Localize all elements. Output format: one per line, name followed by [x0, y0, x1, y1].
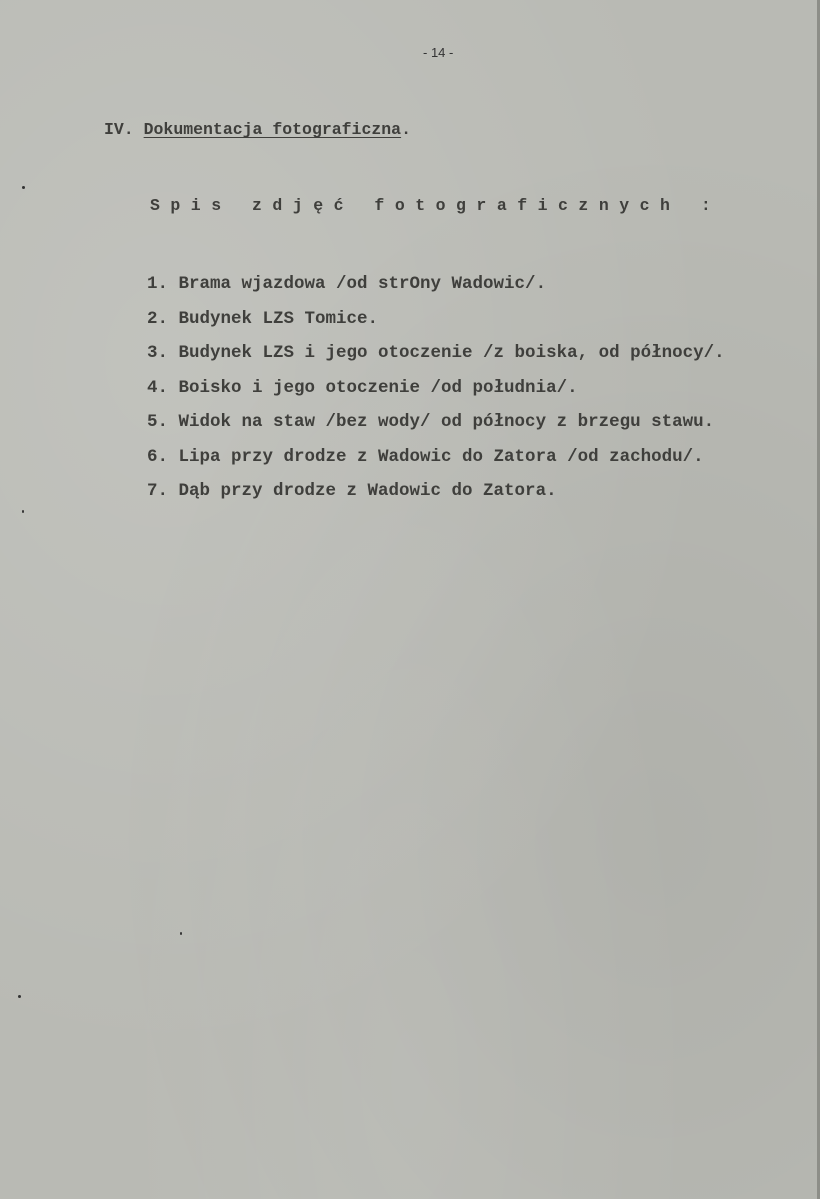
list-item: 6. Lipa przy drodze z Wadowic do Zatora /od zachodu/.: [147, 446, 704, 467]
section-numeral: IV.: [104, 120, 134, 139]
photo-list: [147, 274, 725, 516]
list-item: 5. Widok na staw /bez wody/ od północy z brzegu stawu.: [147, 412, 715, 432]
section-title-end: .: [401, 120, 411, 139]
list-item: 7. Dąb przy drodze z Wadowic do Zatora.: [147, 481, 557, 501]
paper-speck: [180, 932, 182, 935]
list-item: 4. Boisko i jego otoczenie /od południa/.: [147, 377, 578, 398]
section-title: Dokumentacja fotograficzna: [143, 120, 402, 139]
list-subtitle: Spis zdjęć fotograficznych :: [150, 196, 722, 215]
margin-mark: [22, 186, 25, 189]
margin-mark: [22, 510, 24, 513]
page-number: - 14 -: [423, 45, 454, 60]
list-item: 1. Brama wjazdowa /od strOny Wadowic/.: [147, 274, 547, 294]
list-item: 3. Budynek LZS i jego otoczenie /z boiska, od północy/.: [147, 343, 725, 363]
margin-mark: [18, 995, 21, 998]
list-item: 2. Budynek LZS Tomice.: [147, 308, 379, 329]
section-heading: [104, 120, 411, 139]
